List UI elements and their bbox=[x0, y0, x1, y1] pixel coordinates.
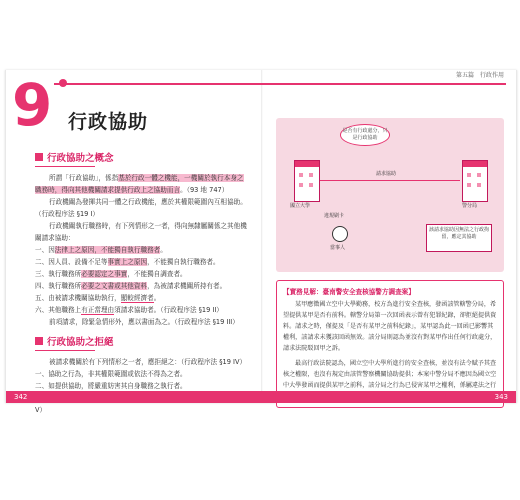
chapter-dot-icon bbox=[59, 79, 67, 87]
person-icon bbox=[332, 226, 348, 242]
university-label: 國立大學 bbox=[290, 203, 311, 209]
section-marker-icon bbox=[35, 153, 43, 161]
chapter-number: 9 bbox=[12, 71, 51, 139]
paragraph-refusal-intro: 被請求機關於有下列情形之一者，應拒絕之：（行政程序法 §19 IV） bbox=[49, 358, 247, 366]
page-number-right: 343 bbox=[494, 393, 508, 401]
swipe-label: 違規刷卡 bbox=[324, 213, 345, 219]
university-building-icon bbox=[294, 160, 320, 202]
chapter-rule bbox=[54, 83, 506, 85]
case-box bbox=[276, 280, 504, 408]
list-item: 三、執行職務所必要認定之事實，不能獨自調查者。 bbox=[35, 270, 187, 278]
left-page-body bbox=[35, 150, 247, 416]
running-head: 第五篇 行政作用 bbox=[455, 72, 504, 79]
section-underline bbox=[35, 350, 95, 351]
list-item: 五、由被請求機關協助執行，顯較經濟者。 bbox=[35, 294, 161, 302]
section-heading-concept: 行政協助之概念 bbox=[35, 150, 247, 164]
case-illustration bbox=[276, 118, 504, 272]
paragraph-definition: 所謂「行政協助」，係指基於行政一體之機能，一機關於執行本身之職務時，得向其他機關請求提供行政上之協助而言。（93 地 747） bbox=[35, 174, 244, 194]
page-number-left: 342 bbox=[14, 393, 28, 401]
list-item: 一、協助之行為，非其權限範圍或依法不得為之者。 bbox=[35, 370, 187, 378]
person-label: 當事人 bbox=[330, 245, 346, 251]
list-item: 四、執行職務所必要之文書或其他資料，為被請求機關所持有者。 bbox=[35, 282, 227, 290]
paragraph-request-conditions: 行政機關執行職務時，有下列情形之一者，得向無隸屬關係之其他機關請求協助： bbox=[35, 222, 247, 242]
case-paragraph: 某甲應徵國立空中大學勤務，校方為進行安全查核，發函該管轄警分局，希望提供某甲是否有前科。轄警分局第一次回函表示曾有犯罪紀錄，卻拒絕提供資料。請求之時，僅提及「是否有某甲之前科紀錄」，某甲認為此一回函已影響其權利，該請求未獲該回函無效。該分局則認為並沒有對某甲作出任何行政處分，請求法院駁回甲之訴。 bbox=[283, 301, 497, 352]
paragraph-refusal-justified: V） bbox=[35, 406, 47, 414]
paragraph-written-request: 前項請求，除緊急情形外，應以書面為之。（行政程序法 §19 III） bbox=[49, 318, 239, 326]
police-label: 警分局 bbox=[462, 203, 478, 209]
footer-bar bbox=[6, 391, 516, 403]
list-item: 二、如提供協助，將嚴重妨害其自身職務之執行者。 bbox=[35, 382, 187, 390]
police-building-icon bbox=[462, 160, 488, 202]
request-arrow bbox=[320, 180, 460, 181]
section-marker-icon bbox=[35, 337, 43, 345]
list-item: 一、因法律上之原因，不能獨自執行職務者。 bbox=[35, 246, 167, 254]
request-label: 請求協助 bbox=[376, 171, 397, 177]
case-paragraph: 最高行政法院認為，國立空中大學所進行的安全查核，並沒有法令賦予其查核之權限，也沒有規定由該管警察機關協助提供；本案中警分局不應因為國立空中大學發函而提供某甲之前科，該分局之行為已侵害某甲之權利，係屬違法之行 bbox=[283, 360, 497, 389]
right-page-body bbox=[276, 118, 504, 408]
page-gutter bbox=[261, 70, 263, 403]
list-item: 六、其他職務上有正當理由須請求協助者。（行政程序法 §19 II） bbox=[35, 306, 223, 314]
list-item: 二、因人員、設備不足等事實上之原因，不能獨自執行職務者。 bbox=[35, 258, 220, 266]
paragraph-mutual-assistance: 行政機關為發揮共同一體之行政機能，應於其權限範圍內互相協助。（行政程序法 §19 I） bbox=[35, 198, 247, 218]
section-underline bbox=[35, 166, 95, 167]
speech-bubble: 是否有行政處分，只是行政協助 bbox=[340, 124, 390, 146]
chapter-title: 行政協助 bbox=[68, 111, 149, 133]
case-title: 【實務見解：臺南警安全查核協警方調查案】 bbox=[283, 288, 415, 296]
section-heading-refusal: 行政協助之拒絕 bbox=[35, 334, 247, 348]
note-box: 該請求協助因無法之行政拘留，應定其協助 bbox=[426, 224, 492, 252]
book-spread bbox=[5, 70, 517, 414]
